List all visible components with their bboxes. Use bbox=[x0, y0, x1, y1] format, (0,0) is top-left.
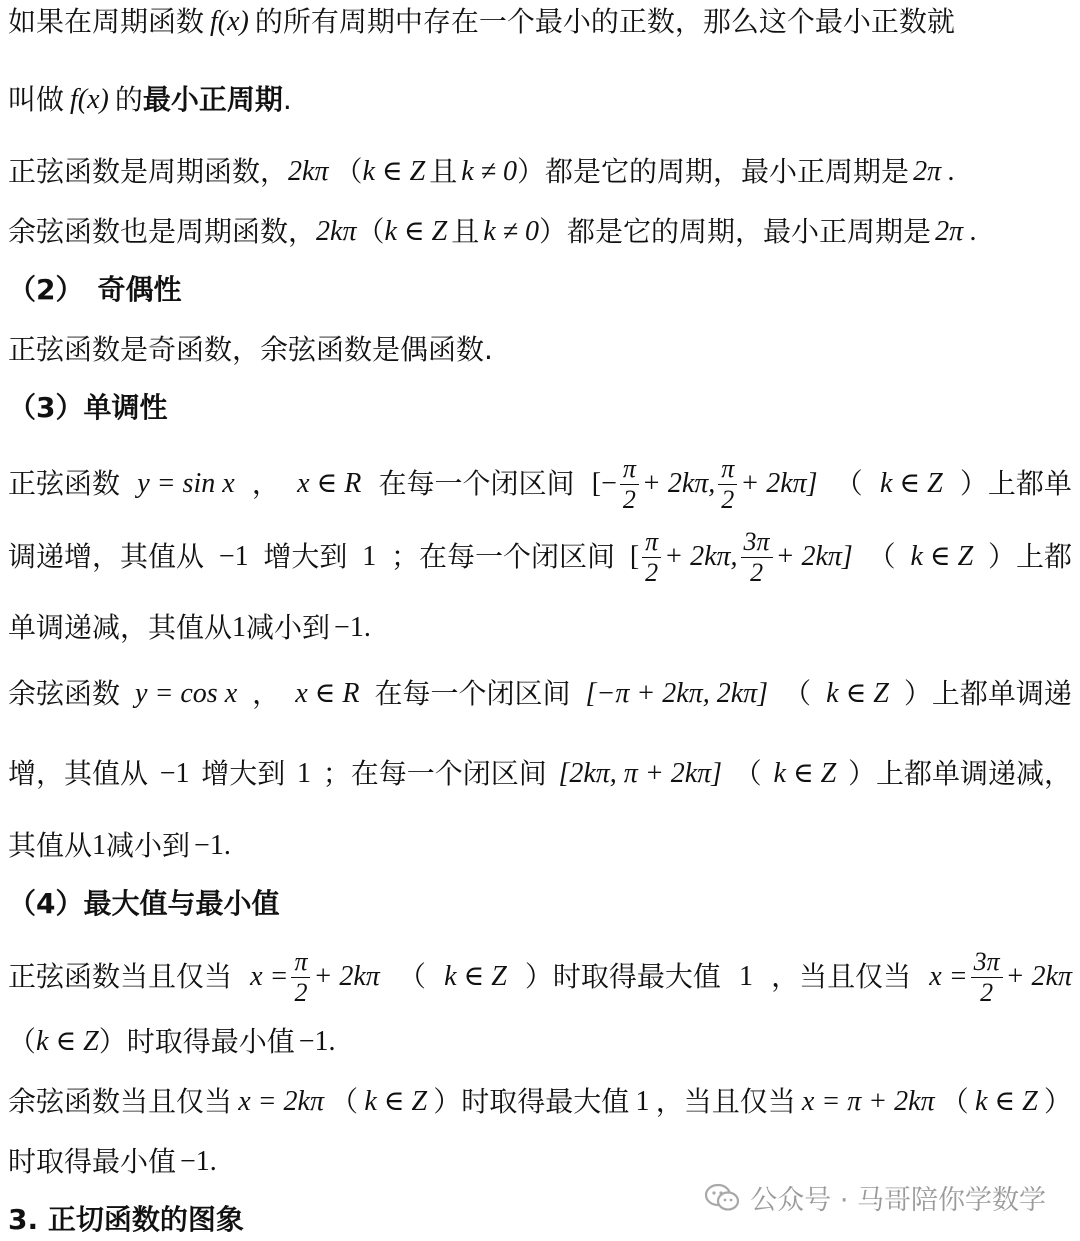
text: 正弦函数当且仅当 bbox=[8, 960, 233, 993]
text: 减小到 bbox=[246, 611, 331, 644]
math: x = 2kπ bbox=[238, 1086, 324, 1117]
paragraph-parity: 正弦函数是奇函数，余弦函数是偶函数. bbox=[8, 333, 493, 366]
fraction bbox=[620, 454, 639, 515]
math: k ≠ 0 bbox=[483, 216, 540, 247]
text: 调递增，其值从 bbox=[8, 540, 205, 573]
text: 正弦函数 bbox=[8, 467, 121, 500]
paragraph-sine-extrema-1 bbox=[8, 942, 1072, 1012]
text: 且 bbox=[429, 155, 458, 188]
math: k ∈ Z bbox=[362, 156, 426, 187]
paragraph-min-period-1 bbox=[8, 2, 1072, 42]
heading-max-min: （4）最大值与最小值 bbox=[8, 887, 280, 920]
text: ）上都单 bbox=[959, 467, 1072, 500]
text: 增大到 bbox=[263, 540, 348, 573]
math: [−π + 2kπ, 2kπ] bbox=[585, 678, 769, 709]
text: ）上都单调递 bbox=[903, 677, 1072, 710]
math: −1. bbox=[180, 1146, 217, 1177]
math: 1 bbox=[635, 1086, 650, 1117]
math: k ∈ Z bbox=[444, 961, 507, 992]
text: 正弦函数是周期函数， bbox=[8, 155, 289, 188]
math-expression bbox=[929, 947, 1072, 1008]
math: 2π . bbox=[913, 156, 956, 187]
math: −1 bbox=[218, 541, 249, 572]
math: k ∈ Z bbox=[773, 758, 837, 789]
text: 余弦函数当且仅当 bbox=[8, 1085, 233, 1118]
math-interval bbox=[630, 527, 853, 588]
paragraph-min-period-2 bbox=[8, 80, 1072, 120]
text: 其值从 bbox=[8, 829, 93, 862]
math: [2kπ, π + 2kπ] bbox=[558, 758, 723, 789]
paragraph-sine-monotonic-1 bbox=[8, 452, 1072, 516]
math: x ∈ R bbox=[295, 678, 360, 709]
text: ）都是它的周期，最小正周期是 bbox=[517, 155, 910, 188]
numerator: 3π bbox=[741, 527, 773, 558]
numerator: π bbox=[620, 454, 639, 485]
fraction bbox=[971, 947, 1003, 1008]
numerator: 3π bbox=[971, 947, 1003, 978]
text: （ bbox=[733, 757, 762, 790]
paragraph-cosine-period bbox=[8, 212, 1072, 252]
denominator: 2 bbox=[750, 557, 764, 587]
math: 1 bbox=[362, 541, 377, 572]
math: x = π + 2kπ bbox=[801, 1086, 935, 1117]
text: ，当且仅当 bbox=[771, 960, 912, 993]
text: ）上都 bbox=[987, 540, 1072, 573]
text: 在每一个闭区间 bbox=[374, 677, 571, 710]
text: ， bbox=[251, 467, 280, 500]
text: 时取得最小值 bbox=[8, 1145, 177, 1178]
math: x ∈ R bbox=[297, 468, 362, 499]
math-expression bbox=[250, 947, 380, 1008]
text: ）时取得最小值 bbox=[98, 1025, 295, 1058]
text: 增大到 bbox=[201, 757, 286, 790]
heading-monotonicity: （3）单调性 bbox=[8, 391, 168, 424]
math-fx: f(x) bbox=[70, 84, 109, 115]
fraction bbox=[291, 947, 310, 1008]
text: ） bbox=[1043, 1085, 1072, 1118]
paragraph-sine-extrema-2 bbox=[8, 1022, 1072, 1062]
numerator: π bbox=[642, 527, 661, 558]
text: （ bbox=[397, 960, 426, 993]
text: （ bbox=[8, 1025, 37, 1058]
math: y = sin x bbox=[137, 468, 235, 499]
math: 2π . bbox=[935, 216, 978, 247]
text: ， bbox=[252, 677, 281, 710]
math: 1 bbox=[296, 758, 311, 789]
math: k ∈ Z bbox=[364, 1086, 428, 1117]
math: + 2kπ] bbox=[775, 541, 853, 572]
text: 如果在周期函数 bbox=[8, 5, 205, 38]
text: 余弦函数 bbox=[8, 677, 121, 710]
math: 2kπ bbox=[316, 216, 357, 247]
denominator: 2 bbox=[294, 977, 308, 1007]
denominator: 2 bbox=[622, 484, 636, 514]
text: （ bbox=[330, 1085, 359, 1118]
paragraph-sine-monotonic-2 bbox=[8, 522, 1072, 592]
math: k ∈ Z bbox=[879, 468, 943, 499]
fraction bbox=[642, 527, 661, 588]
math: [− bbox=[591, 468, 617, 499]
text: 减小到 bbox=[106, 829, 191, 862]
math: + 2kπ, bbox=[664, 541, 738, 572]
math: k ∈ Z bbox=[910, 541, 974, 572]
text: . bbox=[282, 83, 292, 116]
text: 单调递减，其值从 bbox=[8, 611, 233, 644]
math: [ bbox=[629, 541, 640, 572]
denominator: 2 bbox=[645, 557, 659, 587]
paragraph-cosine-monotonic-1 bbox=[8, 674, 1072, 714]
denominator: 2 bbox=[980, 977, 994, 1007]
text: 的 bbox=[114, 83, 143, 116]
math: k ∈ Z bbox=[384, 216, 448, 247]
fraction bbox=[718, 454, 737, 515]
text: 余弦函数也是周期函数， bbox=[8, 215, 317, 248]
text: （ bbox=[867, 540, 896, 573]
text: ；在每一个闭区间 bbox=[322, 757, 547, 790]
paragraph-cosine-extrema-2 bbox=[8, 1142, 1072, 1182]
math: 1 bbox=[739, 961, 754, 992]
text: 在每一个闭区间 bbox=[378, 467, 575, 500]
fraction bbox=[741, 527, 773, 588]
math: k ≠ 0 bbox=[461, 156, 518, 187]
text: ，当且仅当 bbox=[655, 1085, 796, 1118]
heading-tangent-graph: 3. 正切函数的图象 bbox=[8, 1203, 244, 1236]
math: x = bbox=[929, 961, 968, 992]
paragraph-cosine-monotonic-3 bbox=[8, 826, 1072, 866]
text: （ bbox=[940, 1085, 969, 1118]
math: + 2kπ bbox=[1005, 961, 1072, 992]
paragraph-cosine-monotonic-2 bbox=[8, 754, 1072, 794]
text: ；在每一个闭区间 bbox=[391, 540, 616, 573]
text: ）时取得最大值 bbox=[524, 960, 721, 993]
watermark-text: 公众号 · 马哥陪你学数学 bbox=[750, 1185, 1046, 1216]
math: x = bbox=[250, 961, 289, 992]
math: 2kπ bbox=[288, 156, 329, 187]
text: （ bbox=[783, 677, 812, 710]
paragraph-sine-monotonic-3 bbox=[8, 608, 1072, 648]
math: −1. bbox=[334, 612, 371, 643]
watermark bbox=[704, 1178, 1046, 1217]
text: 叫做 bbox=[8, 83, 65, 116]
text: 增，其值从 bbox=[8, 757, 149, 790]
heading-parity: （2） 奇偶性 bbox=[8, 273, 182, 306]
numerator: π bbox=[291, 947, 310, 978]
math: y = cos x bbox=[135, 678, 238, 709]
text: （ bbox=[356, 215, 385, 248]
text: （ bbox=[334, 155, 363, 188]
math: + 2kπ, bbox=[641, 468, 716, 499]
text: ）上都单调递减， bbox=[847, 757, 1072, 790]
text: （ bbox=[834, 467, 863, 500]
term-min-positive-period: 最小正周期 bbox=[142, 83, 283, 116]
paragraph-sine-period bbox=[8, 152, 1072, 192]
paragraph-cosine-extrema-1 bbox=[8, 1082, 1072, 1122]
wechat-icon bbox=[704, 1183, 740, 1213]
math: + 2kπ] bbox=[740, 468, 818, 499]
text: ）都是它的周期，最小正周期是 bbox=[539, 215, 932, 248]
text: 的所有周期中存在一个最小的正数，那么这个最小正数就 bbox=[254, 5, 955, 38]
math: −1. bbox=[194, 830, 231, 861]
math: k ∈ Z bbox=[974, 1086, 1038, 1117]
text: 且 bbox=[451, 215, 480, 248]
math-interval bbox=[592, 454, 818, 515]
math: + 2kπ bbox=[313, 961, 380, 992]
math-fx: f(x) bbox=[210, 6, 249, 37]
denominator: 2 bbox=[721, 484, 735, 514]
math: k ∈ Z bbox=[826, 678, 889, 709]
math: 1 bbox=[232, 612, 247, 643]
numerator: π bbox=[718, 454, 737, 485]
text: ）时取得最大值 bbox=[433, 1085, 630, 1118]
math: k ∈ Z bbox=[36, 1026, 99, 1057]
math: 1 bbox=[92, 830, 107, 861]
math: −1 bbox=[159, 758, 190, 789]
math: −1. bbox=[298, 1026, 336, 1057]
